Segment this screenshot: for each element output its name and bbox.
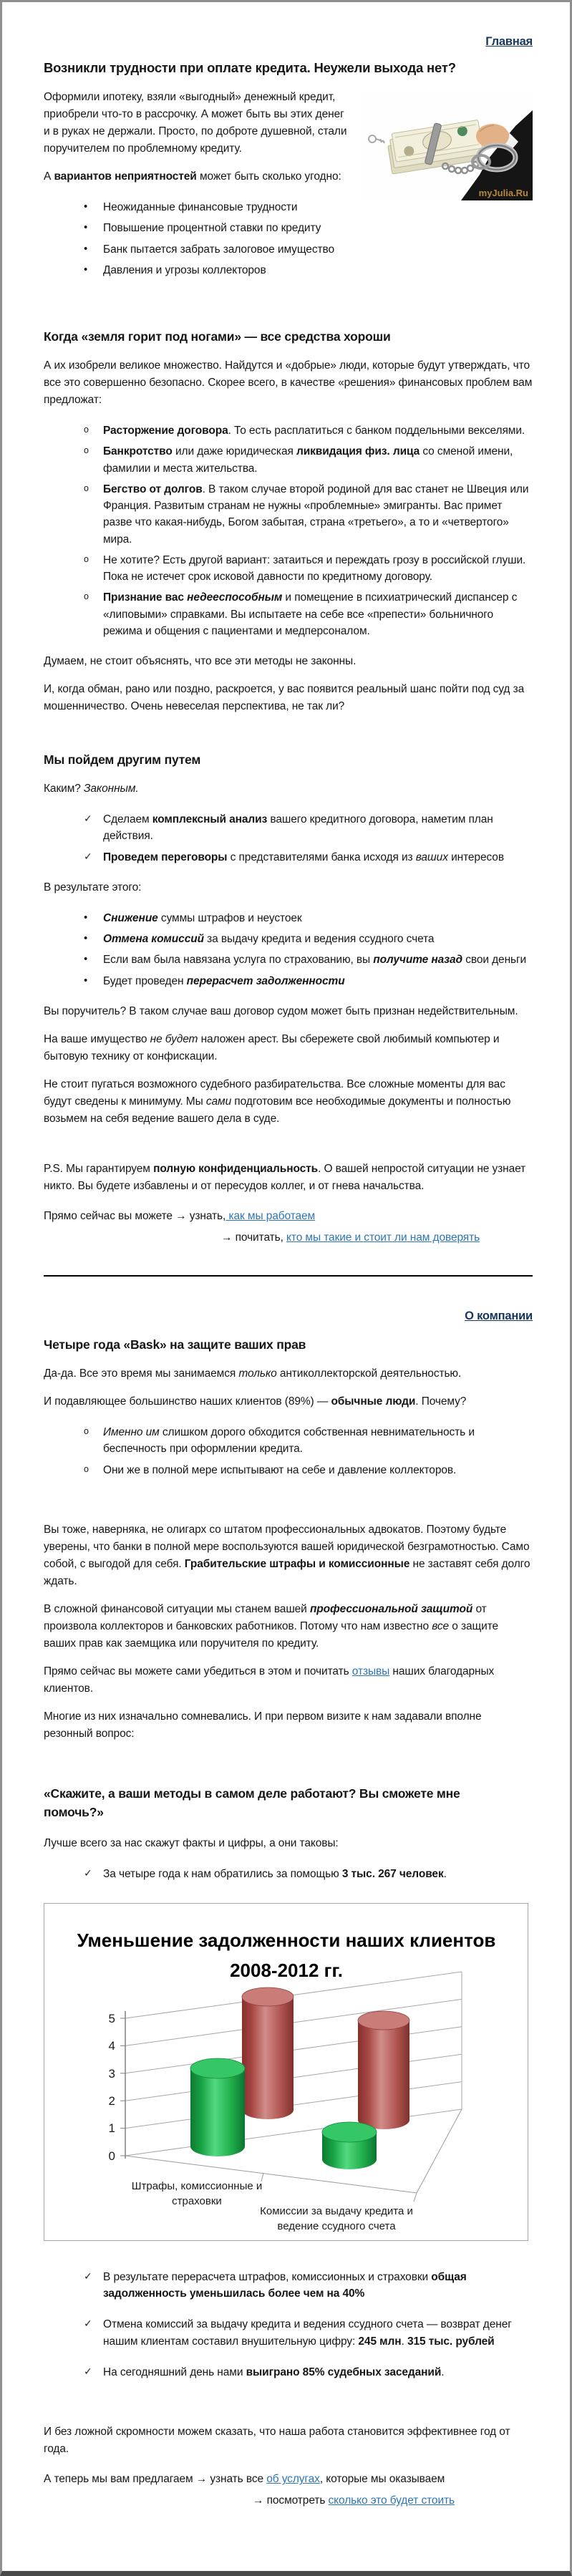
list-item: [84, 908, 533, 929]
image-watermark: myJulia.Ru: [478, 188, 528, 198]
text-run: Отмена комиссий за выдачу кредита и ведения ссудного счета — возврат денег нашим клиентам составил внушительную цифру:: [103, 2318, 512, 2348]
text-run: И, когда обман, рано или поздно, раскроется, у вас появится реальный шанс пойти под суд за мошенничество. Очень невеселая перспектива, не так ли?: [44, 683, 525, 713]
cta-line: [44, 1208, 533, 1225]
y-tick-label: 5: [108, 2011, 115, 2025]
section-heading: Мы пойдем другим путем: [44, 752, 201, 768]
text-run: Признание вас: [103, 591, 188, 604]
cylinder-red-category2: [358, 2011, 409, 2129]
text-run: Не стоит пугаться возможного судебного разбирательства. Все сложные моменты для вас будут сведены к минимуму. Мы: [44, 1078, 505, 1108]
text-run: 3 тыс. 267 человек: [341, 1867, 444, 1880]
list-item: [84, 949, 533, 970]
bullet-icon: •: [84, 974, 88, 987]
x-category-label: Штрафы, комиссионные и: [131, 2179, 263, 2192]
circle-bullet-icon: o: [84, 425, 89, 435]
text-run: Думаем, не стоит объяснять, что все эти методы не законны.: [44, 655, 357, 668]
paragraph: [44, 1393, 533, 1410]
text-run: может быть сколько угодно:: [196, 170, 341, 183]
text-run: И подавляющее большинство наших клиентов (89%) —: [44, 1395, 331, 1408]
text-run: вариантов неприятностей: [54, 170, 197, 183]
link-who-we-are[interactable]: кто мы такие и стоит ли нам доверять: [286, 1231, 480, 1244]
bullet-icon: •: [84, 263, 88, 276]
text-run: Они же в полной мере испытывают на себе и давление коллекторов.: [103, 1463, 457, 1476]
link-how-we-work[interactable]: как мы работаем: [226, 1210, 316, 1223]
text-run: . То есть расплатиться с банком поддельными векселями.: [228, 425, 525, 437]
y-tick-label: 1: [108, 2121, 115, 2135]
cylinder-green-category2: [322, 2122, 377, 2169]
trouble-list: [44, 197, 533, 281]
list-item: [84, 2267, 533, 2305]
money-handcuffs-image: [361, 92, 533, 200]
text-run: Если вам была навязана услуга по страхованию, вы: [103, 954, 374, 967]
circle-bullet-icon: o: [84, 483, 89, 493]
circle-bullet-icon: o: [84, 1426, 89, 1437]
text-run: суммы штрафов и неустоек: [157, 911, 302, 924]
y-tick-label: 0: [108, 2149, 115, 2163]
risky-methods-list: [44, 420, 533, 641]
list-item: [84, 197, 533, 218]
y-tick-label: 4: [108, 2038, 115, 2053]
text-run: Неожиданные финансовые трудности: [103, 201, 298, 214]
text-run: На ваше имущество: [44, 1032, 150, 1045]
circle-bullet-icon: o: [84, 591, 89, 602]
text-run: интересов: [447, 851, 504, 863]
bullet-icon: •: [84, 932, 88, 945]
paragraph: [44, 2424, 533, 2458]
check-icon: ✓: [84, 2318, 92, 2330]
paragraph: [44, 681, 533, 715]
list-item: [84, 587, 533, 641]
text-run: Вы тоже, наверняка, не олигарх со штатом профессиональных адвокатов. Поэтому будьте уверены, что банки в полной мере воспользуются вашей юридической безграмотностью. Само собой, с выгодой для себя.: [44, 1523, 530, 1570]
text-run: общая задолженность уменьшилась более чем на 40%: [103, 2270, 467, 2300]
text-run: и помещение в психиатрический диспансер с «липовыми» справками. Вы испытаете на себе все «препести» больничного режима и общения с пациентами и медперсоналом.: [103, 591, 518, 637]
text-run: А: [44, 170, 54, 183]
text-run: слишком дорого обходится собственная невнимательность и беспечность при оформлении кредита.: [103, 1426, 475, 1456]
list-item: [84, 1864, 533, 1884]
list-item: [84, 2362, 533, 2383]
fact-list-bottom: [44, 2267, 533, 2383]
text-run: Прямо сейчас вы можете → узнать,: [44, 1210, 226, 1223]
text-run: о защите ваших прав как заемщика или поручителя по кредиту.: [44, 1619, 499, 1650]
text-run: Снижение: [103, 911, 158, 924]
text-run: или даже юридическая: [172, 445, 296, 458]
text-run: полную конфиденциальность: [153, 1163, 319, 1176]
circle-bullet-icon: o: [84, 445, 89, 456]
section-heading: Когда «земля горит под ногами» — все средства хороши: [44, 329, 391, 344]
text-run: → почитать,: [221, 1231, 287, 1244]
check-icon: ✓: [84, 2365, 92, 2377]
circle-bullet-icon: o: [84, 1463, 89, 1474]
link-services[interactable]: об услугах: [266, 2473, 320, 2486]
text-run: получите назад: [373, 954, 462, 967]
paragraph: [44, 1365, 533, 1383]
text-run: Прямо сейчас вы можете сами убедиться в этом и почитать: [44, 1665, 352, 1677]
nav-link-about[interactable]: О компании: [465, 1309, 533, 1323]
list-item: [84, 809, 533, 847]
list-item: [84, 550, 533, 588]
nav-link-home[interactable]: Главная: [485, 35, 533, 48]
list-item: [84, 239, 533, 260]
paragraph: [44, 357, 533, 409]
check-icon: ✓: [84, 850, 92, 862]
text-run: профессиональной защитой: [309, 1602, 473, 1615]
bullet-icon: •: [84, 953, 88, 966]
y-tick-label: 2: [108, 2093, 115, 2108]
text-run: наших благодарных клиентов.: [44, 1665, 495, 1695]
text-run: не будет: [150, 1032, 198, 1045]
text-run: P.S. Мы гарантируем: [44, 1163, 154, 1176]
x-category-label: страховки: [172, 2194, 222, 2207]
text-run: → посмотреть: [253, 2494, 329, 2507]
text-run: от произвола коллекторов и банковских работников. Потому что нам известно: [44, 1602, 487, 1632]
bullet-icon: •: [84, 911, 88, 924]
bullet-icon: •: [84, 221, 88, 234]
question-heading: «Скажите, а ваши методы в самом деле работают? Вы сможете мне помочь?»: [44, 1786, 460, 1820]
text-run: выиграно 85% судебных заседаний: [246, 2366, 442, 2378]
link-reviews[interactable]: отзывы: [352, 1665, 390, 1677]
text-run: В результате этого:: [44, 881, 142, 894]
text-run: Расторжение договора: [103, 425, 228, 437]
check-icon: ✓: [84, 1866, 92, 1879]
spacer: [44, 2394, 533, 2413]
list-item: [84, 420, 533, 441]
page-title: Возникли трудности при оплате кредита. Неужели выхода нет?: [44, 60, 456, 75]
text-run: В результате перерасчета штрафов, комиссионных и страховки: [103, 2270, 432, 2283]
list-item: [84, 1460, 533, 1481]
text-run: Проведем переговоры: [103, 851, 228, 863]
cta-line: [221, 1229, 533, 1246]
text-run: обычные люди: [331, 1395, 416, 1408]
paragraph: [44, 780, 533, 798]
paragraph: [44, 1031, 533, 1065]
list-item: [84, 847, 533, 868]
paragraph: [44, 1601, 533, 1652]
text-run: свои деньги: [462, 954, 527, 967]
list-item: [84, 2314, 533, 2352]
text-run: . В таком случае второй родиной для вас станет не Швеция или Франция. Развитым странам не нужны «проблемные» эмигранты. Вас примет разве что какая-нибудь, Богом забытая, страна «третьего», а то и «четвертого» мира.: [103, 483, 529, 546]
text-run: Многие из них изначально сомневались. И при первом визите к нам задавали вполне резонный вопрос:: [44, 1710, 482, 1740]
text-run: перерасчет задолженности: [186, 974, 345, 987]
paragraph: [44, 1835, 533, 1852]
list-item: [84, 971, 533, 992]
fact-list-top: [44, 1864, 533, 1884]
text-run: Давления и угрозы коллекторов: [103, 263, 266, 276]
text-run: Именно им: [103, 1426, 160, 1439]
cta-line: [44, 2471, 533, 2488]
text-run: со сменой имени, фамилии и места жительства.: [103, 445, 513, 475]
ps-paragraph: [44, 1161, 533, 1195]
section-divider: [44, 1275, 533, 1277]
text-run: 315 тыс. рублей: [407, 2335, 495, 2348]
clients-list: [44, 1422, 533, 1481]
intro-block: [44, 89, 533, 292]
text-run: На сегодняшний день нами: [103, 2366, 246, 2378]
text-run: Да-да. Все это время мы занимаемся: [44, 1367, 239, 1380]
x-category-label: Комиссии за выдачу кредита и: [260, 2204, 413, 2217]
text-run: Вы поручитель? В таком случае ваш договор судом может быть признан недействительным.: [44, 1004, 518, 1017]
spacer: [44, 1492, 533, 1511]
text-run: недееспособным: [187, 591, 283, 604]
nav-about-row: [44, 1309, 533, 1323]
list-item: [84, 218, 533, 238]
text-run: Не хотите? Есть другой вариант: затаиться и переждать грозу в российской глуши. Пока не истечет срок исковой давности по кредитному договору.: [103, 553, 526, 584]
paragraph: [44, 1663, 533, 1698]
text-run: Будет проведен: [103, 974, 187, 987]
text-run: за выдачу кредита и ведения ссудного счета: [203, 933, 435, 946]
list-item: [84, 260, 533, 281]
paragraph: [44, 1003, 533, 1020]
paragraph: [44, 879, 533, 896]
text-run: А теперь мы вам предлагаем → узнать все: [44, 2473, 267, 2486]
text-run: Каким?: [44, 783, 84, 795]
chart-title-line2: 2008-2012 гг.: [230, 1959, 343, 1981]
text-run: В сложной финансовой ситуации мы станем вашей: [44, 1602, 310, 1615]
text-run: 245 млн: [358, 2335, 402, 2348]
chart-title-line1: Уменьшение задолженности наших клиентов: [77, 1929, 496, 1951]
bullet-icon: •: [84, 200, 88, 213]
bullet-icon: •: [84, 242, 88, 255]
text-run: сами: [205, 1095, 232, 1108]
text-run: И без ложной скромности можем сказать, что наша работа становится эффективнее год от года.: [44, 2426, 510, 2456]
text-run: все: [432, 1619, 450, 1632]
text-run: Повышение процентной ставки по кредиту: [103, 222, 321, 235]
text-run: только: [238, 1367, 277, 1380]
check-icon: ✓: [84, 813, 92, 825]
debt-reduction-chart: [44, 1903, 528, 2241]
paragraph: [44, 1076, 533, 1128]
text-run: А их изобрели великое множество. Найдутся и «добрые» люди, которые будут утверждать, что все это совершенно безопасно. Скорее всего, в качестве «решения» финансовых проблем вам предложат:: [44, 359, 533, 407]
nav-home-row: [44, 35, 533, 49]
text-run: Лучше всего за нас скажут факты и цифры, а они таковы:: [44, 1836, 339, 1849]
our-actions-list: [44, 809, 533, 868]
paragraph: [44, 1521, 533, 1590]
text-run: антиколлекторской деятельностью.: [276, 1367, 462, 1380]
text-run: Отмена комиссий: [103, 933, 204, 946]
text-run: наложен арест. Вы сбережете свой любимый компьютер и бытовую технику от конфискации.: [44, 1032, 500, 1062]
y-tick-label: 3: [108, 2066, 115, 2081]
cylinder-red-category1: [242, 1987, 294, 2119]
text-run: Грабительские штрафы и комиссионные: [184, 1557, 410, 1570]
text-run: ликвидация физ. лица: [296, 445, 420, 458]
section-heading: Четыре года «Bask» на защите ваших прав: [44, 1337, 306, 1352]
text-run: Банк пытается забрать залоговое имущество: [103, 243, 334, 256]
text-run: с представителями банка исходя из: [227, 851, 416, 863]
text-run: Сделаем: [103, 813, 152, 826]
text-run: .: [441, 2366, 445, 2378]
link-pricing[interactable]: сколько это будет стоить: [328, 2494, 455, 2507]
list-item: [84, 479, 533, 550]
text-run: Законным.: [83, 783, 139, 795]
results-list: [44, 908, 533, 992]
text-run: Банкротство: [103, 445, 173, 458]
text-run: вашего кредитного договора, наметим план действия.: [103, 813, 493, 843]
text-run: . О вашей непростой ситуации не узнает никто. Вы будете избавлены и от пересудов коллег, и от гнева начальства.: [44, 1163, 526, 1193]
text-run: ваших: [415, 851, 448, 863]
text-run: . Почему?: [415, 1395, 467, 1408]
x-category-label: ведение ссудного счета: [277, 2219, 396, 2232]
text-run: не заставят себя долго ждать.: [44, 1557, 530, 1587]
text-run: .: [401, 2335, 407, 2348]
list-item: [84, 929, 533, 949]
text-run: подготовим все необходимые документы и полностью возьмем на себя ведение вашего дела в суде.: [44, 1095, 511, 1125]
circle-bullet-icon: o: [84, 553, 89, 564]
text-run: За четыре года к нам обратились за помощью: [103, 1867, 342, 1880]
list-item: [84, 1422, 533, 1460]
list-item: [84, 441, 533, 479]
cta-line: [253, 2492, 533, 2509]
paragraph: [44, 653, 533, 670]
text-run: .: [443, 1867, 447, 1880]
check-icon: ✓: [84, 2270, 92, 2282]
text-run: Оформили ипотеку, взяли «выгодный» денежный кредит, приобрели что-то в рассрочку. А может быть вы этих денег и в руках не держали. Просто, по доброте душевной, стали поручителем по проблемному кредиту.: [44, 91, 347, 155]
text-run: комплексный анализ: [152, 813, 268, 826]
text-run: , которые мы оказываем: [319, 2473, 445, 2486]
cylinder-green-category1: [190, 2058, 245, 2156]
text-run: Бегство от долгов: [103, 483, 203, 495]
paragraph: [44, 1708, 533, 1743]
